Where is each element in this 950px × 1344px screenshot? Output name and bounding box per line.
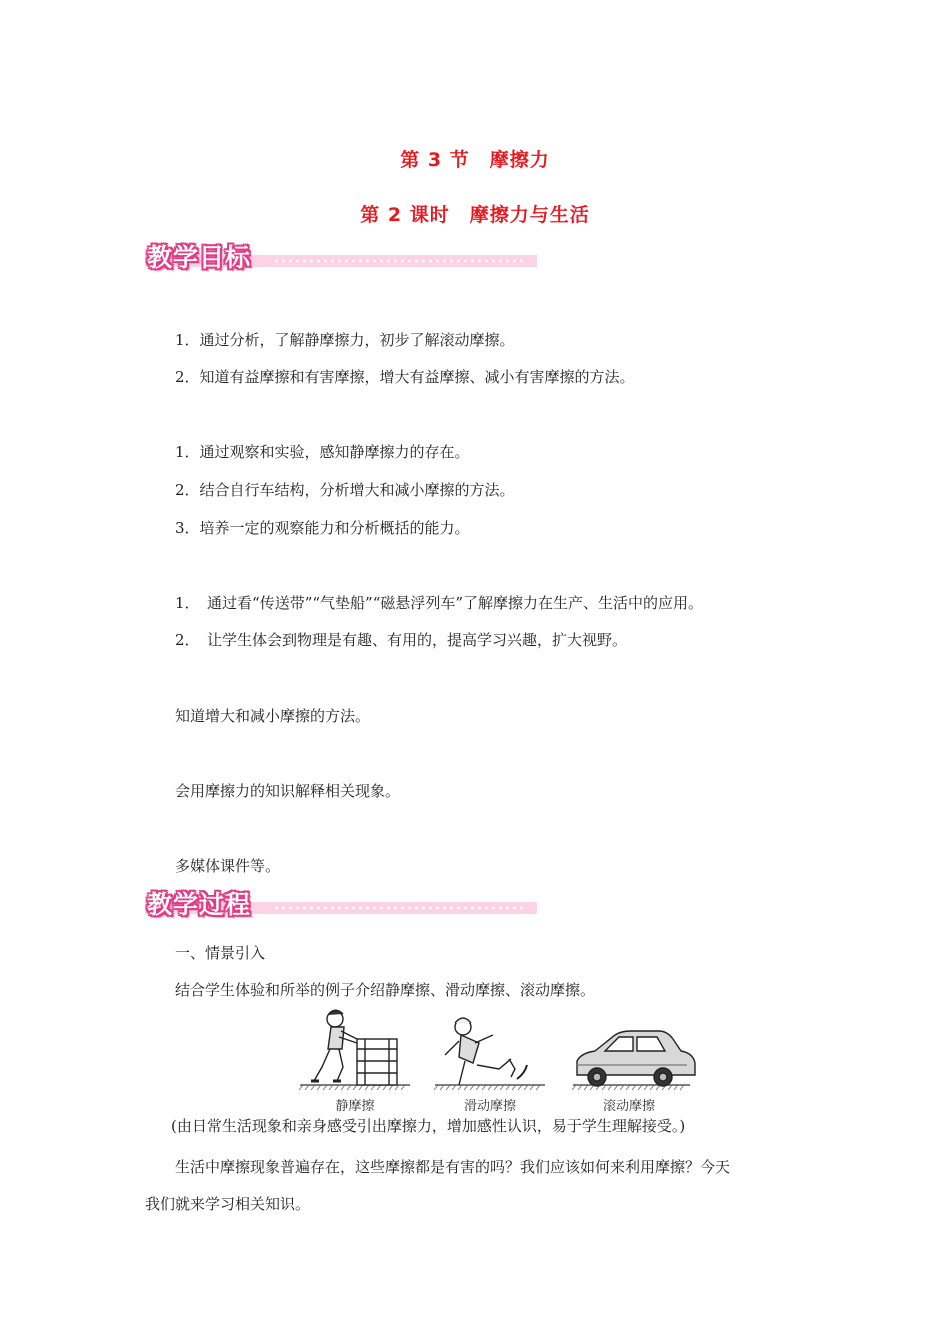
key-point: 知道增大和减小摩擦的方法。	[175, 707, 371, 725]
process-goal-2: 2．结合自行车结构，分析增大和减小摩擦的方法。	[175, 481, 515, 499]
question-line-2: 我们就来学习相关知识。	[145, 1195, 311, 1213]
teaching-process-banner	[145, 887, 537, 919]
attitude-goal-2: 2． 让学生体会到物理是有趣、有用的，提高学习兴趣，扩大视野。	[175, 631, 628, 649]
section-title: 第 3 节 摩擦力	[400, 149, 550, 171]
car	[577, 1031, 695, 1086]
knowledge-goal-2: 2．知道有益摩擦和有害摩擦，增大有益摩擦、减小有害摩擦的方法。	[175, 368, 635, 386]
step-title: 一、情景引入	[175, 944, 266, 962]
figure-note: (由日常生活现象和亲身感受引出摩擦力，增加感性认识，易于学生理解接受。)	[171, 1117, 686, 1135]
preparation: 多媒体课件等。	[175, 857, 281, 875]
boy-slipping	[445, 1018, 527, 1085]
difficulty: 会用摩擦力的知识解释相关现象。	[175, 782, 401, 800]
process-goal-1: 1．通过观察和实验，感知静摩擦力的存在。	[175, 443, 470, 461]
banner-dots	[273, 906, 523, 910]
banner-label: 教学目标	[147, 243, 252, 272]
process-goal-3: 3．培养一定的观察能力和分析概括的能力。	[175, 519, 470, 537]
caption-rolling-friction: 滚动摩擦	[602, 1099, 655, 1114]
boy-pushing-box	[311, 1010, 397, 1085]
attitude-goal-1: 1． 通过看“传送带”“气垫船”“磁悬浮列车”了解摩擦力在生产、生活中的应用。	[175, 594, 704, 612]
banner-dots	[273, 259, 523, 263]
caption-sliding-friction: 滑动摩擦	[463, 1099, 516, 1114]
teaching-goals-banner	[145, 240, 537, 272]
friction-illustrations	[295, 1005, 700, 1097]
banner-label: 教学过程	[147, 890, 252, 919]
knowledge-goal-1: 1．通过分析，了解静摩擦力，初步了解滚动摩擦。	[175, 331, 515, 349]
lesson-title: 第 2 课时 摩擦力与生活	[360, 204, 590, 226]
caption-static-friction: 静摩擦	[335, 1099, 375, 1114]
question-line-1: 生活中摩擦现象普遍存在，这些摩擦都是有害的吗？我们应该如何来利用摩擦？今天	[175, 1158, 731, 1176]
intro-text: 结合学生体验和所举的例子介绍静摩擦、滑动摩擦、滚动摩擦。	[175, 981, 596, 999]
friction-figure	[295, 1005, 700, 1117]
